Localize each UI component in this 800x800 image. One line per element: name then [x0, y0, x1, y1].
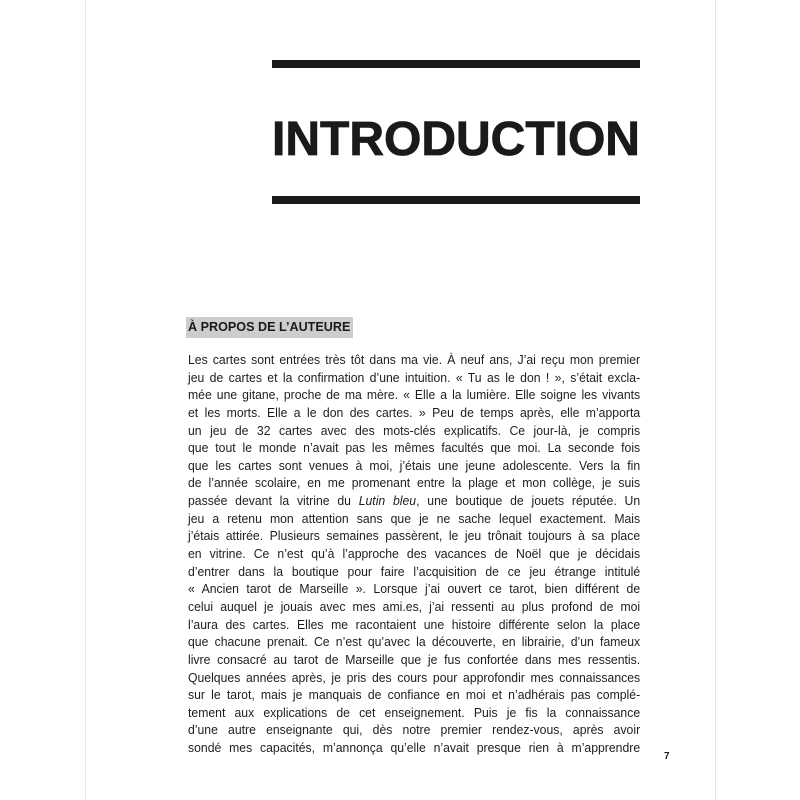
- body-line: livre consacré au tarot de Marseille que je fus confortée dans mes ressentis.: [188, 651, 641, 667]
- body-line: celui auquel je jouais avec mes ami.es, j’ai ressenti au plus profond de moi: [188, 598, 641, 614]
- body-line: jeu a retenu mon attention sans que je ne sache lequel exactement. Mais: [188, 510, 641, 526]
- body-line: en vitrine. Ce n’est qu’à l’approche des vacances de Noël que je décidais: [188, 546, 641, 562]
- chapter-title: INTRODUCTION: [272, 113, 640, 166]
- body-line: d’entrer dans la boutique pour faire l’acquisition de ce jeu étrange intitulé: [188, 563, 641, 579]
- body-line: Les cartes sont entrées très tôt dans ma vie. À neuf ans, J’ai reçu mon premier: [188, 352, 641, 367]
- section-heading: [186, 317, 353, 338]
- body-line: [188, 492, 640, 510]
- section-heading-text: À PROPOS DE L’AUTEURE: [188, 320, 351, 334]
- title-bottom-rule: [272, 196, 640, 204]
- body-line: que chacune prenait. Ce n’est qu’avec la découverte, en librairie, d’un fameux: [188, 634, 641, 650]
- body-line: que tout le monde n’avait pas les mêmes facultés que moi. La seconde fois: [188, 440, 641, 456]
- body-line: et les morts. Elle a le don des cartes. » Peu de temps après, elle m’apporta: [188, 404, 641, 420]
- body-line: j’étais attirée. Plusieurs semaines passèrent, le jeu trônait toujours à sa place: [188, 528, 641, 544]
- line-segment: , une boutique de jouets réputée. Un: [416, 493, 641, 509]
- body-line: mée une gitane, proche de ma mère. « Elle a la lumière. Elle soigne les vivants: [188, 387, 641, 403]
- body-line: Quelques années après, je pris des cours pour approfondir mes connaissances: [188, 669, 641, 685]
- italic-title-text: Lutin bleu: [358, 493, 417, 509]
- body-line: sondé mes capacités, m’annonça qu’elle n’avait presque rien à m’apprendre: [188, 740, 641, 756]
- body-line: « Ancien tarot de Marseille ». Lorsque j’ai ouvert ce tarot, bien différent de: [188, 581, 641, 597]
- body-line: de l’année scolaire, en me promenant entre la plage et mon collège, je suis: [188, 475, 641, 491]
- body-line: l’aura des cartes. Elles me racontaient une histoire différente selon la place: [188, 616, 641, 632]
- body-paragraph: [188, 351, 640, 757]
- body-line: sur le tarot, mais je manquais de confiance en moi et n’adhérais pas complé-: [188, 687, 641, 703]
- body-line: un jeu de 32 cartes avec des mots-clés explicatifs. Ce jour-là, je compris: [188, 422, 641, 438]
- line-segment: passée devant la vitrine du: [188, 493, 359, 509]
- title-top-rule: [272, 60, 640, 68]
- body-line: que les cartes sont venues à moi, j’étais une jeune adolescente. Vers la fin: [188, 457, 641, 473]
- page-number: 7: [664, 751, 670, 762]
- body-line: tement aux explications de cet enseignement. Puis je fis la connaissance: [188, 704, 641, 720]
- body-line: d’une autre enseignante qui, dès notre premier rendez-vous, après avoir: [188, 722, 641, 738]
- body-line: jeu de cartes et la confirmation d’une intuition. « Tu as le don ! », s’était excla-: [188, 369, 641, 385]
